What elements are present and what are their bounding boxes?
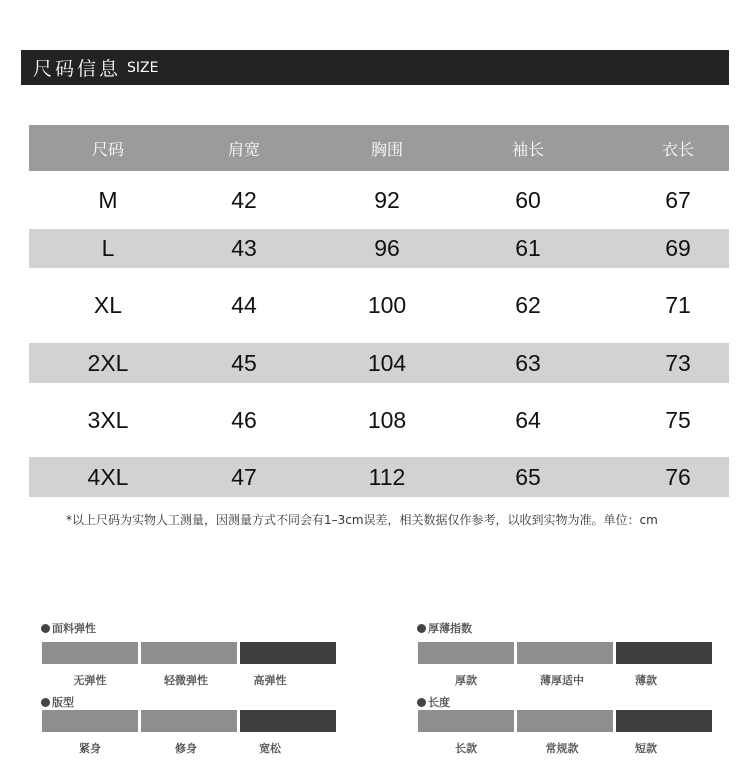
attribute-title xyxy=(41,694,74,710)
column-header: 袖长 xyxy=(511,139,545,159)
attribute-title xyxy=(417,694,450,710)
table-row xyxy=(29,268,729,343)
table-cell: 62 xyxy=(515,292,541,318)
table-cell: 96 xyxy=(374,235,400,261)
table-cell: M xyxy=(98,186,118,213)
indicator-bar xyxy=(141,710,237,732)
bullet-icon xyxy=(417,624,426,633)
table-cell: 75 xyxy=(665,406,691,433)
table-cell: 112 xyxy=(368,463,406,490)
column-header: 肩宽 xyxy=(227,139,261,159)
indicator-bar xyxy=(517,642,613,664)
indicator-label: 无弹性 xyxy=(73,674,107,687)
indicator-label: 薄厚适中 xyxy=(540,674,584,687)
attribute-title-text: 面料弹性 xyxy=(52,622,96,635)
indicator-label: 高弹性 xyxy=(253,674,287,687)
table-row xyxy=(29,457,729,497)
indicator-bar xyxy=(418,710,514,732)
table-row xyxy=(29,171,729,229)
table-cell: 3XL xyxy=(87,406,129,433)
indicator-bar-selected xyxy=(240,710,336,732)
table-cell: 73 xyxy=(665,349,691,376)
attribute-title-text: 版型 xyxy=(52,696,74,709)
table-cell: 61 xyxy=(515,235,541,261)
attribute-title xyxy=(417,620,472,636)
bullet-icon xyxy=(417,698,426,707)
header-title-en: SIZE xyxy=(127,59,159,76)
size-table xyxy=(29,125,729,497)
indicator-bar xyxy=(418,642,514,664)
table-cell: 92 xyxy=(374,186,400,213)
table-cell: 43 xyxy=(231,235,257,261)
table-cell: 76 xyxy=(665,463,691,490)
table-cell: 44 xyxy=(231,292,257,318)
indicator-label: 薄款 xyxy=(635,674,657,687)
table-cell: 69 xyxy=(665,235,691,261)
bullet-icon xyxy=(41,698,50,707)
table-cell: 42 xyxy=(231,186,257,213)
indicator-label: 厚款 xyxy=(455,674,477,687)
indicator-label: 常规款 xyxy=(545,742,579,755)
measurement-note: *以上尺码为实物人工测量，因测量方式不同会有1–3cm误差，相关数据仅作参考，以收到实物为准。单位：cm xyxy=(66,513,658,527)
table-cell: XL xyxy=(93,292,123,318)
table-cell: 60 xyxy=(515,186,541,213)
indicator-bar xyxy=(42,642,138,664)
table-row xyxy=(29,343,729,383)
table-cell: 64 xyxy=(515,406,541,433)
indicator-bar-selected xyxy=(616,642,712,664)
indicator-label: 轻微弹性 xyxy=(164,674,208,687)
section-header xyxy=(21,50,729,85)
indicator-bar xyxy=(517,710,613,732)
table-cell: 46 xyxy=(231,406,257,433)
indicator-label: 修身 xyxy=(175,742,197,755)
table-cell: 45 xyxy=(231,349,257,376)
column-header: 衣长 xyxy=(661,139,695,159)
table-cell: 47 xyxy=(231,463,257,490)
attribute-title xyxy=(41,620,96,636)
attribute-title-text: 长度 xyxy=(428,696,450,709)
attribute-title-text: 厚薄指数 xyxy=(428,622,472,635)
indicator-bar-selected xyxy=(240,642,336,664)
indicator-label: 短款 xyxy=(635,742,657,755)
table-header xyxy=(29,125,729,171)
indicator-bar-selected xyxy=(616,710,712,732)
table-cell: 100 xyxy=(367,292,407,318)
table-cell: 67 xyxy=(665,186,691,213)
indicator-label: 长款 xyxy=(455,742,477,755)
table-cell: 63 xyxy=(515,349,541,376)
table-row xyxy=(29,229,729,268)
table-cell: 108 xyxy=(367,406,407,433)
bullet-icon xyxy=(41,624,50,633)
column-header: 胸围 xyxy=(370,139,404,159)
table-cell: 71 xyxy=(665,292,691,318)
table-cell: 104 xyxy=(367,349,407,376)
table-cell: 2XL xyxy=(87,349,129,376)
table-row xyxy=(29,383,729,457)
indicator-label: 紧身 xyxy=(79,742,101,755)
table-cell: L xyxy=(101,235,115,261)
indicator-label: 宽松 xyxy=(259,742,281,755)
indicator-bar xyxy=(141,642,237,664)
indicator-bar xyxy=(42,710,138,732)
header-title-cn: 尺码信息 xyxy=(33,58,122,80)
column-header: 尺码 xyxy=(91,139,125,159)
table-cell: 4XL xyxy=(87,463,129,490)
table-cell: 65 xyxy=(515,463,541,490)
